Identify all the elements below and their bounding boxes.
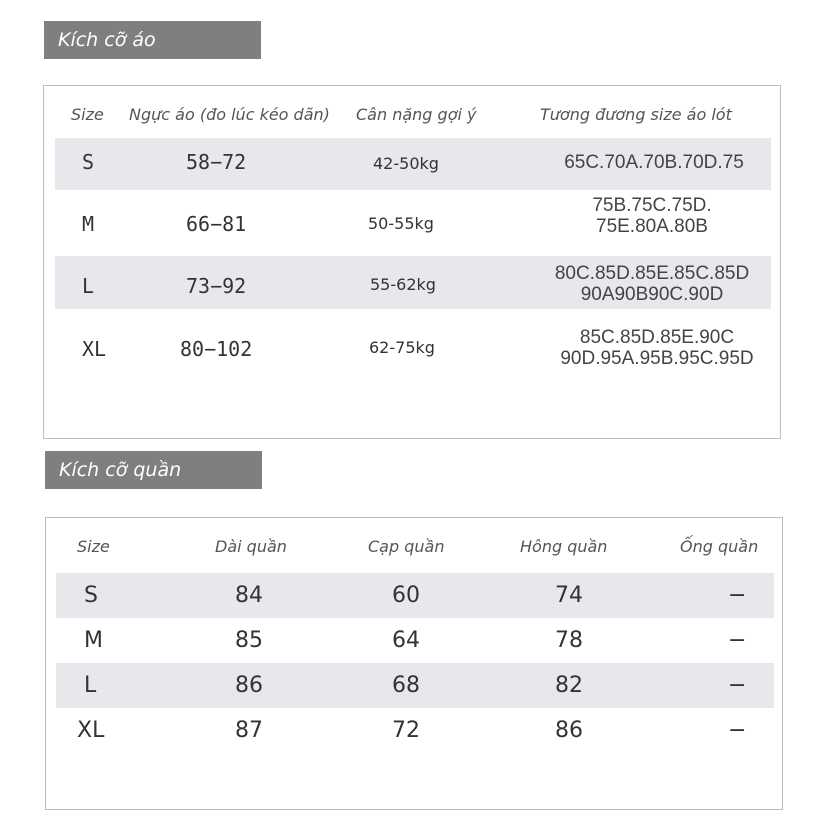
shirt-row-s-chest: 58−72 <box>186 150 247 174</box>
shirt-row-m-weight: 50-55kg <box>368 214 434 233</box>
shirt-row-s-size: S <box>82 150 95 174</box>
shirt-row-l-chest: 73−92 <box>186 274 247 298</box>
shirt-row-s-bra: 65C.70A.70B.70D.75 <box>564 152 744 173</box>
shirt-row-m-chest: 66−81 <box>186 212 247 236</box>
pants-row-m-waist: 64 <box>392 628 420 653</box>
pants-row-m-hip: 78 <box>555 628 583 653</box>
shirt-row-xl-weight: 62-75kg <box>369 338 435 357</box>
shirt-row-xl-size: XL <box>82 337 107 361</box>
shirt-row-l-size: L <box>82 274 95 298</box>
shirt-row-s-weight: 42-50kg <box>373 154 439 173</box>
pants-row-l-length: 86 <box>235 673 263 698</box>
shirt-header-bra: Tương đương size áo lót <box>540 105 732 124</box>
shirt-header-weight: Cân nặng gợi ý <box>356 105 477 124</box>
pants-header-leg: Ống quần <box>680 537 759 556</box>
pants-header-size: Size <box>77 537 110 556</box>
shirt-header-chest: Ngực áo (đo lúc kéo dãn) <box>129 105 330 124</box>
pants-row-xl-size: XL <box>77 718 105 743</box>
pants-row-s-length: 84 <box>235 583 263 608</box>
shirt-row-m-size: M <box>82 212 95 236</box>
shirt-size-table <box>43 85 781 439</box>
shirt-size-title: Kích cỡ áo <box>44 21 261 59</box>
pants-row-s-size: S <box>84 583 98 608</box>
pants-row-l-hip: 82 <box>555 673 583 698</box>
pants-row-xl-leg: − <box>728 718 747 743</box>
pants-row-m-size: M <box>84 628 103 653</box>
pants-size-table <box>45 517 783 810</box>
shirt-header-size: Size <box>71 105 104 124</box>
pants-row-l-size: L <box>84 673 97 698</box>
pants-header-length: Dài quần <box>215 537 287 556</box>
shirt-row-l-weight: 55-62kg <box>370 275 436 294</box>
pants-row-xl-length: 87 <box>235 718 263 743</box>
pants-row-m-leg: − <box>728 628 747 653</box>
pants-row-s-leg: − <box>728 583 747 608</box>
pants-size-title: Kích cỡ quần <box>45 451 262 489</box>
shirt-row-m-bra: 75B.75C.75D. 75E.80A.80B <box>592 195 712 237</box>
shirt-row-l-bra: 80C.85D.85E.85C.85D 90A90B90C.90D <box>554 263 750 305</box>
pants-row-xl-hip: 86 <box>555 718 583 743</box>
shirt-row-xl-chest: 80−102 <box>180 337 253 361</box>
shirt-row-xl-bra: 85C.85D.85E.90C 90D.95A.95B.95C.95D <box>560 327 754 369</box>
pants-header-hip: Hông quần <box>520 537 608 556</box>
pants-row-xl-waist: 72 <box>392 718 420 743</box>
pants-header-waist: Cạp quần <box>368 537 445 556</box>
pants-row-l-leg: − <box>728 673 747 698</box>
pants-row-s-waist: 60 <box>392 583 420 608</box>
pants-row-m-length: 85 <box>235 628 263 653</box>
pants-row-l-waist: 68 <box>392 673 420 698</box>
pants-row-s-hip: 74 <box>555 583 583 608</box>
